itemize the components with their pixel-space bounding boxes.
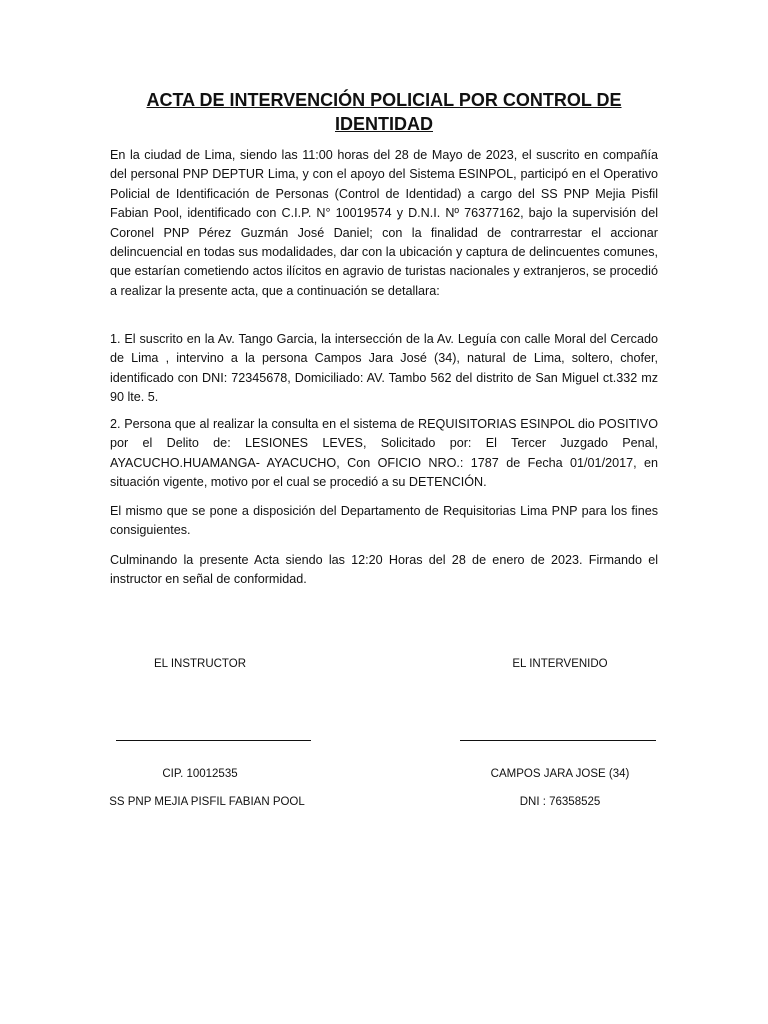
paragraph-requisitoria: 2. Persona que al realizar la consulta en el sistema de REQUISITORIAS ESINPOL dio POSITIVO por el Delito de: LESIONES LEVES, Solicitado por: El Tercer Juzgado Penal, AYACUCHO.HUAMANGA- AYACUCHO, Con OFICIO NRO.: 1787 de Fecha 01/01/2017, en situación vigente, motivo por el cual se procedió a su DETENCIÓN.: [110, 417, 658, 490]
signature-line-intervenido: [460, 740, 656, 741]
paragraph-closing: Culminando la presente Acta siendo las 12:20 Horas del 28 de enero de 2023. Firmando el instructor en señal de conformidad.: [110, 553, 658, 587]
signature-label-intervenido: EL INTERVENIDO: [512, 658, 608, 670]
signature-line-instructor: [116, 740, 311, 741]
paragraph-disposition: El mismo que se pone a disposición del Departamento de Requisitorias Lima PNP para los fines consiguientes.: [110, 504, 658, 538]
paragraph-intervention: 1. El suscrito en la Av. Tango Garcia, la intersección de la Av. Leguía con calle Moral del Cercado de Lima , intervino a la persona Campos Jara José (34), natural de Lima, soltero, chofer, identificado con DNI: 72345678, Domiciliado: AV. Tambo 562 del distrito de San Miguel ct.332 mz 90 lte. 5.: [110, 332, 658, 405]
signature-label-instructor: EL INSTRUCTOR: [153, 658, 246, 670]
instructor-cip: CIP. 10012535: [162, 768, 238, 780]
paragraph-intro: En la ciudad de Lima, siendo las 11:00 horas del 28 de Mayo de 2023, el suscrito en compañía del personal PNP DEPTUR Lima, y con el apoyo del Sistema ESINPOL, participó en el Operativo Policial de Identificación de Personas (Control de Identidad) a cargo del SS PNP Mejia Pisfil Fabian Pool, identificado con C.I.P. N° 10019574 y D.N.I. Nº 76377162, bajo la supervisión del Coronel PNP Pérez Guzmán José Daniel; con la finalidad de contrarrestar el accionar delincuencial en todas sus modalidades, dar con la ubicación y captura de delincuentes comunes, que estarían cometiendo actos ilícitos en agravio de turistas nacionales y extranjeros, se procedió a realizar la presente acta, que a continuación se detallara:: [110, 148, 658, 298]
intervenido-name: CAMPOS JARA JOSE (34): [490, 768, 630, 780]
intervenido-dni: DNI : 76358525: [519, 796, 601, 808]
document-title: ACTA DE INTERVENCIÓN POLICIAL POR CONTROL DE IDENTIDAD: [146, 90, 622, 134]
instructor-name: SS PNP MEJIA PISFIL FABIAN POOL: [109, 796, 305, 808]
